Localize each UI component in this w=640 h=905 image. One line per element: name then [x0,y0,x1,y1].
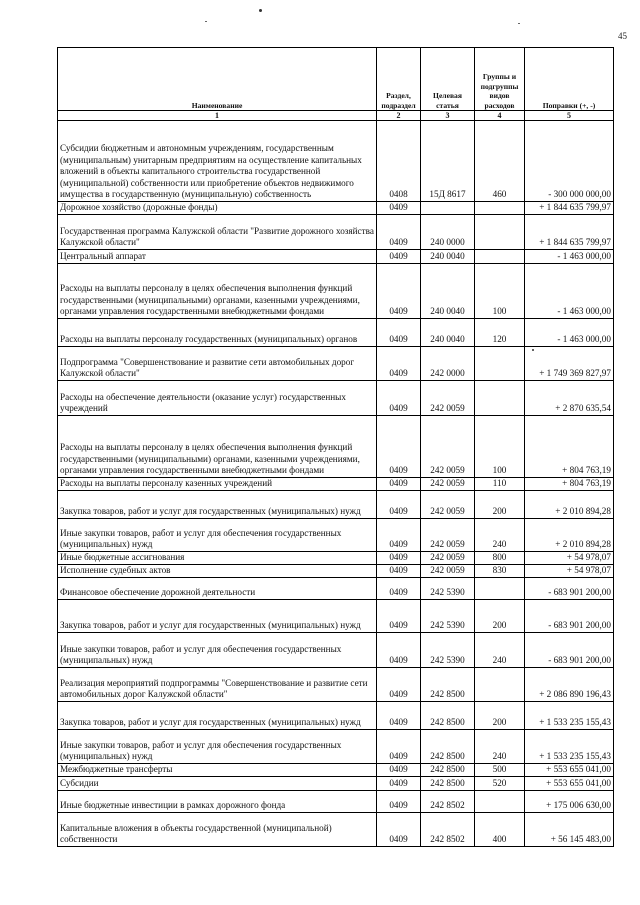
row-group: 240 [475,730,525,764]
row-article: 242 0059 [421,519,475,552]
row-group: 110 [475,478,525,491]
row-section: 0409 [377,319,421,347]
row-amount: + 54 978,07 [525,565,614,578]
table-row [58,121,614,202]
row-section: 0409 [377,552,421,565]
row-article: 242 8500 [421,764,475,777]
row-section: 0409 [377,668,421,702]
row-article: 240 0000 [421,215,475,250]
row-amount: + 553 655 041,00 [525,777,614,791]
row-section: 0409 [377,478,421,491]
row-section: 0409 [377,600,421,633]
row-name: Дорожное хозяйство (дорожные фонды) [58,202,377,215]
scan-speck [259,9,262,12]
row-group: 520 [475,777,525,791]
row-group [475,578,525,600]
row-group: 200 [475,600,525,633]
row-amount: + 2 870 635,54 [525,381,614,416]
row-group: 200 [475,702,525,730]
row-section: 0409 [377,764,421,777]
row-article: 242 0000 [421,347,475,381]
row-article: 240 0040 [421,319,475,347]
row-name: Расходы на выплаты персоналу в целях обеспечения выполнения функций государственными (муниципальными) органами, казенными учреждениями, органами управления государственными внебюджетными фондами [58,416,377,478]
table-row [58,264,614,319]
row-group [475,250,525,264]
row-amount: + 1 749 369 827,97 [525,347,614,381]
row-article [421,202,475,215]
table-row [58,578,614,600]
column-header-name: Наименование [58,48,377,111]
row-name: Субсидии [58,777,377,791]
row-name: Государственная программа Калужской области "Развитие дорожного хозяйства Калужской области" [58,215,377,250]
table-row [58,777,614,791]
row-section: 0409 [377,777,421,791]
row-section: 0409 [377,791,421,813]
row-amount: + 1 533 235 155,43 [525,730,614,764]
table-row [58,764,614,777]
table-row [58,416,614,478]
row-group: 120 [475,319,525,347]
row-name: Расходы на выплаты персоналу в целях обеспечения выполнения функций государственными (муниципальными) органами, казенными учреждениями, органами управления государственными внебюджетными фондами [58,264,377,319]
row-article: 242 5390 [421,578,475,600]
row-section: 0409 [377,264,421,319]
row-amount: + 804 763,19 [525,416,614,478]
table-row [58,702,614,730]
row-article: 242 8500 [421,668,475,702]
row-amount: - 1 463 000,00 [525,250,614,264]
row-amount: - 1 463 000,00 [525,264,614,319]
row-section: 0409 [377,416,421,478]
row-name: Расходы на выплаты персоналу казенных учреждений [58,478,377,491]
row-amount: + 1 844 635 799,97 [525,215,614,250]
row-group: 500 [475,764,525,777]
table-row [58,215,614,250]
row-name: Финансовое обеспечение дорожной деятельности [58,578,377,600]
row-name: Подпрограмма "Совершенствование и развитие сети автомобильных дорог Калужской области" [58,347,377,381]
row-group [475,347,525,381]
row-article: 242 0059 [421,381,475,416]
row-amount: - 683 901 200,00 [525,633,614,668]
row-amount: + 1 533 235 155,43 [525,702,614,730]
table-row [58,478,614,491]
row-section: 0409 [377,813,421,847]
row-section: 0409 [377,202,421,215]
table-header-row [58,48,614,111]
row-name: Закупка товаров, работ и услуг для государственных (муниципальных) нужд [58,491,377,519]
table-row [58,519,614,552]
row-article: 242 0059 [421,565,475,578]
row-article: 242 0059 [421,552,475,565]
row-amount: + 2 086 890 196,43 [525,668,614,702]
row-article: 242 0059 [421,478,475,491]
column-number: 4 [475,111,525,121]
row-article: 242 8502 [421,791,475,813]
row-group [475,791,525,813]
row-article: 242 0059 [421,416,475,478]
row-amount: + 2 010 894,28 [525,519,614,552]
column-header-article: Целевая статья [421,48,475,111]
budget-amendments-table [57,47,614,847]
row-section: 0408 [377,121,421,202]
row-amount: - 683 901 200,00 [525,578,614,600]
table-row [58,552,614,565]
table-row [58,633,614,668]
column-number: 3 [421,111,475,121]
row-amount: - 1 463 000,00 [525,319,614,347]
row-name: Центральный аппарат [58,250,377,264]
row-group: 830 [475,565,525,578]
row-article: 242 5390 [421,633,475,668]
table-row [58,565,614,578]
row-section: 0409 [377,578,421,600]
table-row [58,668,614,702]
row-article: 242 8500 [421,702,475,730]
column-header-section: Раздел, подраздел [377,48,421,111]
row-article: 240 0040 [421,250,475,264]
row-name: Межбюджетные трансферты [58,764,377,777]
column-number: 2 [377,111,421,121]
row-section: 0409 [377,565,421,578]
table-row [58,600,614,633]
row-article: 242 5390 [421,600,475,633]
column-number: 5 [525,111,614,121]
row-group [475,668,525,702]
table-row [58,250,614,264]
row-amount: + 553 655 041,00 [525,764,614,777]
column-header-amount: Поправки (+, -) [525,48,614,111]
row-amount: - 300 000 000,00 [525,121,614,202]
row-group: 100 [475,416,525,478]
row-amount: + 1 844 635 799,97 [525,202,614,215]
row-group [475,215,525,250]
row-group: 460 [475,121,525,202]
row-amount: + 2 010 894,28 [525,491,614,519]
row-name: Капитальные вложения в объекты государственной (муниципальной) собственности [58,813,377,847]
row-article: 242 8502 [421,813,475,847]
row-group: 100 [475,264,525,319]
row-section: 0409 [377,730,421,764]
row-group: 200 [475,491,525,519]
row-article: 240 0040 [421,264,475,319]
row-amount: + 175 006 630,00 [525,791,614,813]
row-group: 240 [475,633,525,668]
row-name: Субсидии бюджетным и автономным учреждениям, государственным (муниципальным) унитарным предприятиям на осуществление капитальных вложений в объекты капитального строительства государственной (муниципальной) собственности или приобретение объектов недвижимого имущества в государственную (муниципальную) собственность [58,121,377,202]
row-amount: + 54 978,07 [525,552,614,565]
row-name: Иные закупки товаров, работ и услуг для обеспечения государственных (муниципальных) нужд [58,730,377,764]
table-row [58,791,614,813]
row-amount: - 683 901 200,00 [525,600,614,633]
row-amount: + 56 145 483,00 [525,813,614,847]
row-section: 0409 [377,491,421,519]
row-name: Исполнение судебных актов [58,565,377,578]
row-section: 0409 [377,381,421,416]
table-row [58,730,614,764]
scan-speck [205,21,207,22]
row-group [475,381,525,416]
row-name: Иные бюджетные ассигнования [58,552,377,565]
row-group: 240 [475,519,525,552]
table-row [58,347,614,381]
row-article: 242 8500 [421,730,475,764]
row-amount: + 804 763,19 [525,478,614,491]
row-section: 0409 [377,347,421,381]
row-group: 800 [475,552,525,565]
row-section: 0409 [377,702,421,730]
row-section: 0409 [377,519,421,552]
row-name: Иные закупки товаров, работ и услуг для обеспечения государственных (муниципальных) нужд [58,519,377,552]
row-name: Расходы на выплаты персоналу государственных (муниципальных) органов [58,319,377,347]
row-group: 400 [475,813,525,847]
row-group [475,202,525,215]
row-name: Закупка товаров, работ и услуг для государственных (муниципальных) нужд [58,702,377,730]
table-row [58,202,614,215]
table-row [58,813,614,847]
row-name: Иные закупки товаров, работ и услуг для обеспечения государственных (муниципальных) нужд [58,633,377,668]
row-article: 15Д 8617 [421,121,475,202]
row-section: 0409 [377,250,421,264]
table-row [58,319,614,347]
column-number: 1 [58,111,377,121]
row-name: Расходы на обеспечение деятельности (оказание услуг) государственных учреждений [58,381,377,416]
table-row [58,491,614,519]
row-section: 0409 [377,633,421,668]
scan-speck [518,23,520,24]
row-name: Иные бюджетные инвестиции в рамках дорожного фонда [58,791,377,813]
column-header-group: Группы и подгруппы видов расходов [475,48,525,111]
page-number: 45 [618,31,627,41]
row-name: Реализация мероприятий подпрограммы "Совершенствование и развитие сети автомобильных дорог Калужской области" [58,668,377,702]
column-number-row [58,111,614,121]
row-section: 0409 [377,215,421,250]
row-name: Закупка товаров, работ и услуг для государственных (муниципальных) нужд [58,600,377,633]
table-row [58,381,614,416]
row-article: 242 8500 [421,777,475,791]
row-article: 242 0059 [421,491,475,519]
